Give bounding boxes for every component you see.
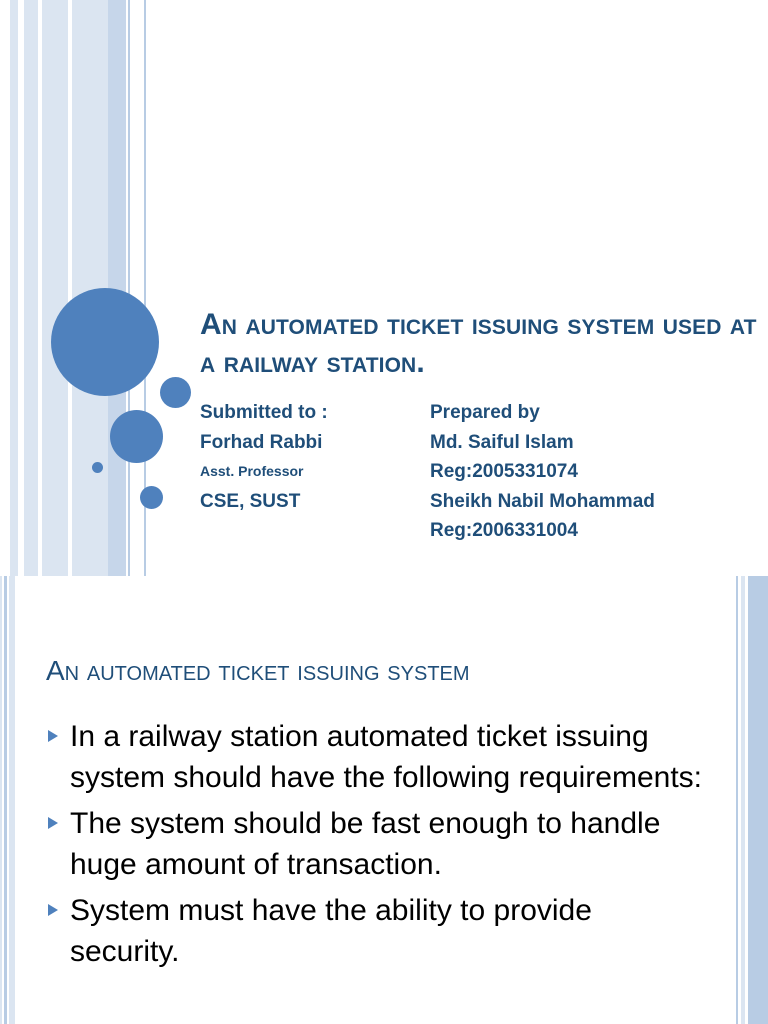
bullet-text: System must have the ability to provide security. <box>70 894 592 968</box>
decor-stripe <box>9 576 15 1024</box>
decor-stripe <box>741 576 745 1024</box>
decor-circle-tiny <box>92 462 103 473</box>
decor-stripe <box>748 576 768 1024</box>
bullet-item <box>46 716 706 798</box>
bullet-text: In a railway station automated ticket issuing system should have the following requirements: <box>70 720 702 794</box>
prepared-by-heading: Prepared by <box>430 402 540 423</box>
decor-stripe <box>10 0 18 576</box>
bullet-text: The system should be fast enough to handle huge amount of transaction. <box>70 807 661 881</box>
decor-stripe <box>42 0 68 576</box>
content-slide <box>0 576 768 1024</box>
decor-stripe <box>128 0 130 576</box>
supervisor-role: Asst. Professor <box>200 463 304 479</box>
arrow-bullet-icon <box>48 730 58 742</box>
submitted-to-block <box>200 398 328 516</box>
decor-circle-large <box>51 288 159 396</box>
author-1-reg: Reg:2005331074 <box>430 461 578 482</box>
submitted-to-heading: Submitted to : <box>200 402 328 423</box>
author-1-name: Md. Saiful Islam <box>430 431 574 453</box>
bullet-item <box>46 890 706 972</box>
bullet-item <box>46 803 706 885</box>
arrow-bullet-icon <box>48 904 58 916</box>
supervisor-dept: CSE, SUST <box>200 490 301 512</box>
slide-title: An automated ticket issuing system used at a railway station. <box>200 308 757 379</box>
decor-circle <box>160 377 191 408</box>
decor-circle <box>110 410 163 463</box>
bullet-list <box>46 716 706 977</box>
slide-title: An automated ticket issuing system <box>46 655 470 686</box>
decor-stripe <box>4 576 7 1024</box>
supervisor-name: Forhad Rabbi <box>200 431 323 453</box>
arrow-bullet-icon <box>48 817 58 829</box>
decor-circle <box>140 486 163 509</box>
decor-stripe <box>0 576 2 1024</box>
decor-stripe <box>24 0 38 576</box>
decor-stripe <box>736 576 738 1024</box>
author-2-name: Sheikh Nabil Mohammad <box>430 490 655 512</box>
author-2-reg: Reg:2006331004 <box>430 520 578 541</box>
prepared-by-block <box>430 398 655 546</box>
